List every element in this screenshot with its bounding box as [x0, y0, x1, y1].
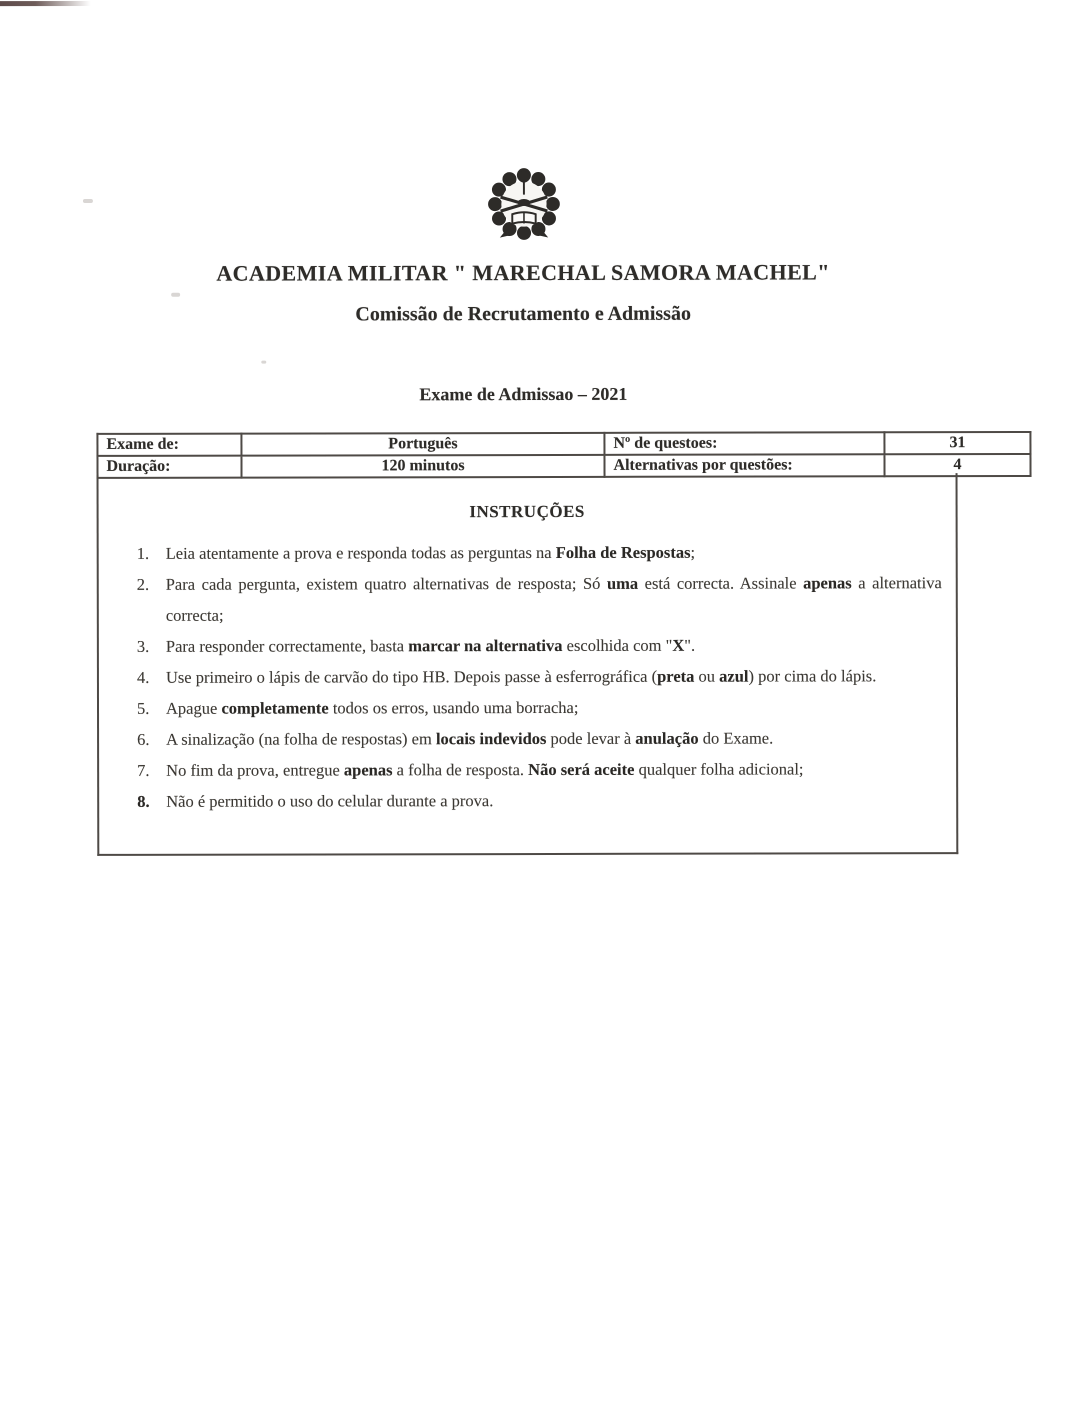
instruction-text: Leia atentamente a prova e responda todas as perguntas na Folha de Respostas;	[166, 536, 942, 569]
instruction-number: 6.	[137, 724, 166, 755]
instruction-item	[137, 722, 942, 755]
duration-value: 120 minutos	[241, 455, 604, 478]
instruction-item	[137, 536, 942, 569]
instruction-number: 7.	[137, 755, 166, 786]
instruction-text: Para responder correctamente, basta marcar na alternativa escolhida com "X".	[166, 629, 942, 662]
scan-speck	[171, 293, 180, 297]
instruction-text: Para cada pergunta, existem quatro alternativas de resposta; Só uma está correcta. Assinale apenas a alternativa correcta;	[166, 567, 942, 631]
instruction-number: 2.	[137, 569, 166, 631]
alternatives-value: 4	[884, 454, 1030, 476]
table-row	[97, 432, 1030, 456]
question-count-label: Nº de questoes:	[604, 432, 884, 455]
exam-subject-value: Português	[241, 433, 604, 456]
scan-speck	[83, 199, 93, 203]
instruction-text: No fim da prova, entregue apenas a folha de resposta. Não será aceite qualquer folha adicional;	[166, 753, 942, 786]
question-count-value: 31	[884, 432, 1030, 454]
instruction-item	[137, 784, 942, 817]
instruction-number: 5.	[137, 693, 166, 724]
instruction-text: A sinalização (na folha de respostas) em locais indevidos pode levar à anulação do Exame.	[166, 722, 942, 755]
instruction-item	[137, 629, 942, 662]
scanner-edge-artifact	[0, 1, 91, 6]
organization-name: ACADEMIA MILITAR " MARECHAL SAMORA MACHEL"	[0, 259, 1047, 287]
instruction-number: 4.	[137, 662, 166, 693]
committee-name: Comissão de Recrutamento e Admissão	[0, 302, 1047, 327]
instruction-number: 3.	[137, 631, 166, 662]
instruction-item	[137, 660, 942, 693]
instruction-number: 8.	[137, 786, 166, 817]
scan-speck	[261, 361, 266, 364]
instructions-box	[97, 473, 959, 856]
exam-title: Exame de Admissao – 2021	[0, 383, 1047, 406]
instructions-list	[99, 536, 957, 817]
instruction-text: Use primeiro o lápis de carvão do tipo HB. Depois passe à esferrográfica (preta ou azul) por cima do lápis.	[166, 660, 942, 693]
exam-subject-label: Exame de:	[97, 434, 241, 456]
military-academy-crest-icon	[485, 166, 563, 242]
instruction-number: 1.	[137, 538, 166, 569]
instruction-item	[137, 567, 942, 631]
instruction-text: Não é permitido o uso do celular durante a prova.	[166, 784, 942, 817]
duration-label: Duração:	[97, 456, 241, 478]
instruction-item	[137, 753, 942, 786]
instruction-text: Apague completamente todos os erros, usando uma borracha;	[166, 691, 942, 724]
instruction-item	[137, 691, 942, 724]
alternatives-label: Alternativas por questões:	[604, 454, 884, 477]
exam-info-table	[96, 431, 1031, 479]
instructions-title: INSTRUÇÕES	[99, 501, 956, 523]
